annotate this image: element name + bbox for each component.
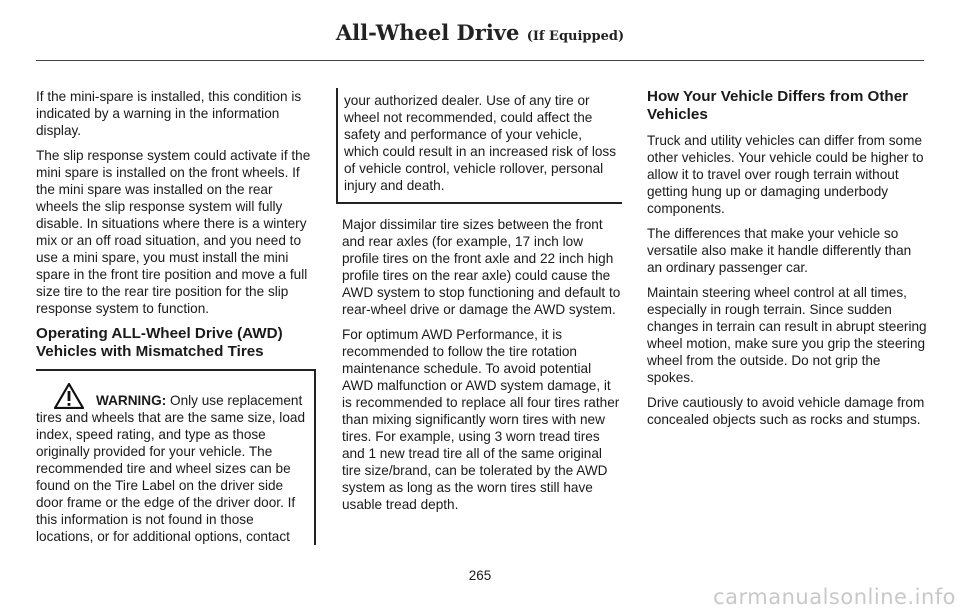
paragraph: The differences that make your vehicle so versatile also make it handle differently than an ordinary passenger car.	[647, 226, 912, 275]
warning-text-continued: your authorized dealer. Use of any tire or wheel not recommended, could affect the safety and performance of your vehicle, which could result in an increased risk of loss of vehicle control, vehicle rollover, personal injury and death.	[344, 93, 617, 193]
section-heading: Operating ALL-Wheel Drive (AWD) Vehicles with Mismatched Tires	[36, 325, 283, 360]
title-subtitle: (If Equipped)	[526, 29, 625, 44]
warning-box-continued	[336, 88, 622, 204]
paragraph: Maintain steering wheel control at all times, especially in rough terrain. Since sudden changes in terrain can result in abrupt steering wheel motion, make sure you grip the steering wheel from the outside. Do not grip the spokes.	[647, 285, 927, 385]
paragraph: For optimum AWD Performance, it is recommended to follow the tire rotation maintenance schedule. To avoid potential AWD malfunction or AWD system damage, it is recommended to replace all four tires rather than mixing significantly worn tires with new tires. For example, using 3 worn tread tires and 1 new tread tire all of the same original tire size/brand, can be tolerated by the AWD system as long as the worn tires still have usable tread depth.	[342, 327, 620, 512]
paragraph: If the mini-spare is installed, this condition is indicated by a warning in the information display.	[36, 89, 302, 138]
column-right	[647, 88, 927, 436]
page-number: 265	[468, 568, 492, 583]
warning-box	[36, 369, 316, 545]
paragraph: Major dissimilar tire sizes between the front and rear axles (for example, 17 inch low profile tires on the front axle and 22 inch high profile tires on the rear axle) could cause the AWD system to stop functioning and default to rear-wheel drive or damage the AWD system.	[342, 217, 621, 317]
warning-label: WARNING:	[96, 393, 167, 408]
section-heading: How Your Vehicle Differs from Other Vehicles	[647, 88, 909, 123]
paragraph: Truck and utility vehicles can differ from some other vehicles. Your vehicle could be higher to allow it to travel over rough terrain without getting hung up or damaging underbody components.	[647, 133, 924, 216]
column-left	[36, 88, 316, 545]
paragraph: Drive cautiously to avoid vehicle damage from concealed objects such as rocks and stumps.	[647, 395, 925, 427]
warning-triangle-icon	[54, 383, 84, 409]
watermark: carmanualsonline.info	[713, 585, 956, 609]
column-middle	[342, 88, 622, 521]
header-rule	[36, 60, 924, 61]
title-main: All-Wheel Drive	[335, 20, 520, 45]
paragraph: The slip response system could activate if the mini spare is installed on the front wheels. If the mini spare was installed on the rear wheels the slip response system will fully disable. In situations where there is a wintery mix or an off road situation, and you need to use a mini spare, you must install the mini spare in the front tire position and move a full size tire to the rear tire position for the slip response system to function.	[36, 148, 311, 316]
page-title	[0, 20, 960, 45]
warning-text: Only use replacement tires and wheels that are the same size, load index, speed rating, and type as those originally provided for your vehicle. The recommended tire and wheel sizes can be found on the Tire Label on the driver side door frame or the edge of the driver door. If this information is not found in those locations, or for additional options, contact	[36, 393, 306, 544]
